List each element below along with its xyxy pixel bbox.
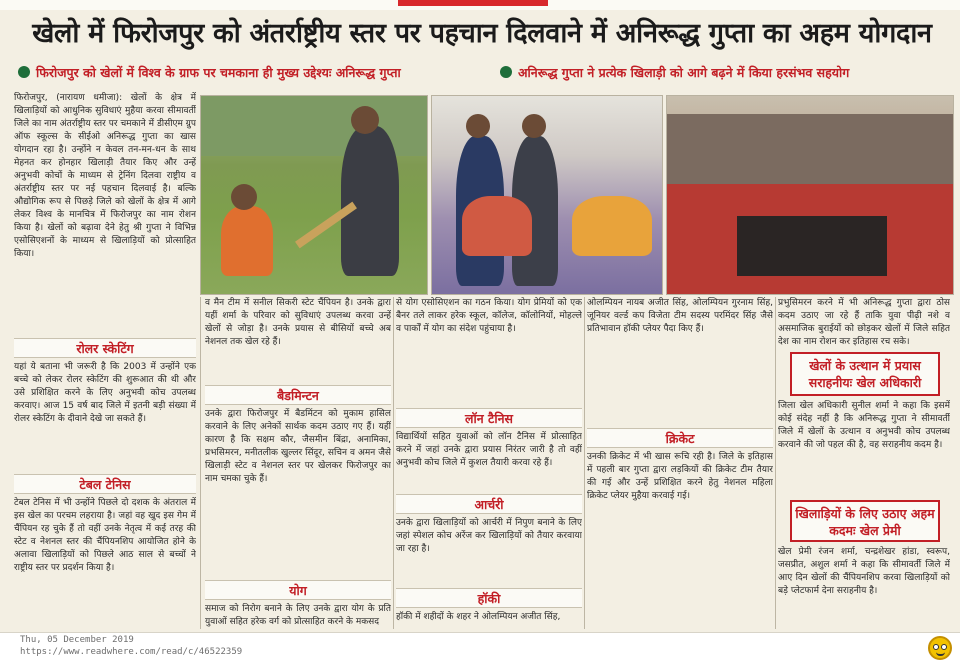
- article-paragraph: ओलम्पियन नायब अजीत सिंह, ओलम्पियन गुरनाम सिंह, जूनियर वर्ल्ड कप विजेता टीम सदस्य परमिंदर सिंह जैसे प्रतिभावान हॉकी प्लेयर पैदा किए हैं।: [587, 298, 773, 334]
- subheadline-left-text: फिरोजपुर को खेलों में विश्व के ग्राफ पर चमकाना ही मुख्य उद्देश्यः अनिरूद्ध गुप्ता: [36, 65, 401, 80]
- top-strip: [0, 0, 960, 10]
- logo-eye: [941, 644, 947, 650]
- article-paragraph: विद्यार्थियों सहित युवाओं को लॉन टैनिस में प्रोत्साहित करने में जहां उनके द्वारा प्रयास निरंतर जारी है तो वहीं अनुभवी कोच जिले में कुशल तैयारी करवा रहे हैं।: [396, 432, 582, 468]
- logo-mouth: [936, 652, 945, 656]
- column-1-intro: [14, 92, 196, 328]
- column-4-top: [587, 297, 773, 425]
- section-head-table-tennis: टेबल टेनिस: [14, 474, 196, 494]
- source-url[interactable]: https://www.readwhere.com/read/c/46522359: [20, 647, 243, 657]
- column-divider: [584, 297, 585, 629]
- column-1-skating: [14, 361, 196, 471]
- article-paragraph: जिला खेल अधिकारी सुनील शर्मा ने कहा कि इसमें कोई संदेह नहीं है कि अनिरूद्ध गुप्ता ने सीमावर्ती जिले में खेलों के उत्थान व अनुभवी कोच उपलब्ध करवाने की जो पहल की है, वह सराहनीय कदम है।: [778, 401, 950, 450]
- column-3-lawn-tennis: [396, 431, 582, 491]
- photo-trophy-table: [737, 216, 887, 276]
- article-paragraph: यहां ये बताना भी जरूरी है कि 2003 में उन्होंने एक बच्चे को लेकर रोलर स्केटिंग की शुरूआत की थी और उसे प्रशिक्षित करने के लिए अनुभवी कोच उपलब्ध करवाए। आज 15 वर्ष बाद जिले में इतनी बड़ी संख्या में रोलर स्केटिंग के दीवाने देखे जा सकते हैं।: [14, 362, 196, 424]
- photo-figure: [221, 206, 273, 276]
- section-head-archery: आर्चरी: [396, 494, 582, 514]
- section-head-skating: रोलर स्केटिंग: [14, 338, 196, 358]
- box-head-sports-officer: खेलों के उत्थान में प्रयास सराहनीयः खेल अधिकारी: [790, 352, 940, 396]
- article-paragraph: उनकी क्रिकेट में भी खास रूचि रही है। जिले के इतिहास में पहली बार गुप्ता द्वारा लड़कियों की क्रिकेट टीम तैयार की गई और उन्हें प्रशिक्षित करने हेतु नेशनल महिला क्रिकेट प्लेयर मुहैया करवाई गई।: [587, 452, 773, 501]
- article-paragraph: प्रभुसिमरन करने में भी अनिरूद्ध गुप्ता द्वारा ठोस कदम उठाए जा रहे हैं ताकि युवा पीढ़ी नशे व असमाजिक बुराईयों को छोड़कर खेलों में जिले सहित देश का नाम रोशन कर इतिहास रच सके।: [778, 298, 950, 347]
- photo-figure: [462, 196, 532, 256]
- column-3-top: [396, 297, 582, 405]
- column-3-archery: [396, 517, 582, 583]
- column-2-badminton: [205, 408, 391, 576]
- photo-kabaddi-event: [431, 95, 663, 295]
- viewer-footer: [0, 632, 960, 662]
- photo-figure-head: [466, 114, 490, 138]
- photo-figure-head: [231, 184, 257, 210]
- photo-figure-head: [351, 106, 379, 134]
- photo-figure-head: [522, 114, 546, 138]
- article-paragraph: टेबल टेनिस में भी उन्होंने पिछले दो दशक के अंतराल में इस खेल का परचम लहराया है। जहां वह खुद इस गेम में चैंपियन रह चुके हैं तो वहीं उनके नेतृत्व में कई तरह की स्टेट व नेशनल स्तर की चैंपियनशिप आयोजित होने के अलावा खिलाड़ियों को पिछले आठ साल से बच्चों ने राष्ट्रीय स्तर पर प्रदर्शन किया है।: [14, 498, 196, 573]
- column-5-sports-lovers: [778, 546, 950, 628]
- photo-figure: [341, 126, 399, 276]
- article-paragraph: से योग एसोसिएशन का गठन किया। योग प्रेमियों को एक बैनर तले लाकर हरेक स्कूल, कॉलेज, कॉलोनियों, मोहल्ले व पार्कों में योग का संदेश पहुंचाया है।: [396, 298, 582, 334]
- publication-date: Thu, 05 December 2019: [20, 635, 134, 645]
- smiley-logo-icon: [928, 636, 952, 660]
- page-headline: खेलो में फिरोजपुर को अंतर्राष्ट्रीय स्तर पर पहचान दिलवाने में अनिरूद्ध गुप्ता का अहम योगदान: [32, 18, 932, 49]
- photo-cricket-practice: [200, 95, 428, 295]
- column-3-hockey: [396, 611, 582, 629]
- article-paragraph: उनके द्वारा खिलाड़ियों को आर्चरी में निपुण बनाने के लिए जहां स्पेशल कोच अरेंज कर खिलाड़ियों को तैयार करवाया जा रहा है।: [396, 518, 582, 554]
- photo-background: [201, 96, 428, 156]
- masthead-red-bar: [398, 0, 548, 6]
- column-divider: [775, 297, 776, 629]
- bullet-icon: [18, 66, 30, 78]
- article-paragraph: व मैन टीम में सनील सिकरी स्टेट चैंपियन है। उनके द्वारा यहीं शर्मा के परिवार को सुविधाएं उपलब्ध करवा उन्हें खेलों से जोड़ा है। उनके प्रयास से बीसियों बच्चे अब नेशनल तक खेल रहे हैं।: [205, 298, 391, 347]
- logo-eye: [933, 644, 939, 650]
- section-head-lawn-tennis: लॉन टैनिस: [396, 408, 582, 428]
- box-head-sports-lovers: खिलाड़ियों के लिए उठाए अहम कदमः खेल प्रेमी: [790, 500, 940, 542]
- section-head-hockey: हॉकी: [396, 588, 582, 608]
- column-divider: [200, 297, 201, 629]
- bullet-icon: [500, 66, 512, 78]
- photo-team-group: [666, 95, 954, 295]
- section-head-cricket: क्रिकेट: [587, 428, 773, 448]
- column-5-top: [778, 297, 950, 353]
- column-2-top: [205, 297, 391, 381]
- photo-back-row: [667, 114, 954, 184]
- photo-figure: [572, 196, 652, 256]
- subheadline-left: [18, 60, 492, 86]
- article-paragraph: खेल प्रेमी रंजन शर्मा, चन्द्रशेखर हांडा, स्वरूप, जसप्रीत, अशुल शर्मा ने कहा कि सीमावर्ती जिले में आए दिन खेलों की चैंपियनशिप करवा खिलाड़ियों को बड़े प्लेटफार्म देना सराहनीय है।: [778, 547, 950, 596]
- section-head-badminton: बैडमिन्टन: [205, 385, 391, 405]
- article-paragraph: हॉकी में शहीदों के शहर ने ओलम्पियन अजीत सिंह,: [396, 612, 561, 622]
- subheadline-right: [500, 60, 948, 86]
- column-2-yoga: [205, 603, 391, 629]
- article-paragraph: उनके द्वारा फिरोजपुर में बैडमिंटन को मुकाम हासिल करवाने के लिए अनेकों सार्थक कदम उठाए गए हैं। यहीं कारण है कि सक्षम कौर, जैसमीन बिंद्रा, अनामिका, प्रभसिमरन, मनीतलीक खुल्लर सिंदूर, सचिन व अमन जैसे खिलाड़ी स्टेट व नेशनल स्तर पर खेलकर फिरोजपुर का नाम चमका चुके हैं।: [205, 409, 391, 484]
- column-divider: [393, 297, 394, 629]
- subheadline-right-text: अनिरूद्ध गुप्ता ने प्रत्येक खिलाड़ी को आगे बढ़ने में किया हरसंभव सहयोग: [518, 65, 850, 80]
- section-head-yoga: योग: [205, 580, 391, 600]
- column-1-table-tennis: [14, 497, 196, 627]
- column-4-cricket: [587, 451, 773, 629]
- article-paragraph: समाज को निरोग बनाने के लिए उनके द्वारा योग के प्रति युवाओं सहित हरेक वर्ग को प्रोत्साहित करने के मकसद: [205, 604, 391, 627]
- column-5-sports-officer: [778, 400, 950, 496]
- article-paragraph: फिरोजपुर, (नारायण धमीजा): खेलों के क्षेत्र में खिलाड़ियों को आधुनिक सुविधाएं मुहैया करवा सीमावर्ती जिले का नाम अंतर्राष्ट्रीय स्तर पर चमकाने में डीसीएम ग्रुप ऑफ स्कूल्स के सीईओ अनिरूद्ध गुप्ता का खास योगदान रहा है। उन्होंने न केवल तन-मन-धन के साथ मेहनत कर होनहार खिलाड़ी तैयार किए और उन्हें अनुभवी कोचों के माध्यम से ट्रेनिंग दिलवा राष्ट्रीय व अंतर्राष्ट्रीय स्तर पर नई पहचान दिलवाई है। बल्कि औद्योगिक रूप से पिछड़े जिले को खेलों के क्षेत्र में आगे लेकर विश्व के मानचित्र में फिरोजपुर का नाम रोशन किया है। खेलों को बढ़ावा देने हेतु श्री गुप्ता ने विभिन्न एसोसिएशनों के माध्यम से खिलाड़ियों को प्रोत्साहित किया।: [14, 93, 196, 259]
